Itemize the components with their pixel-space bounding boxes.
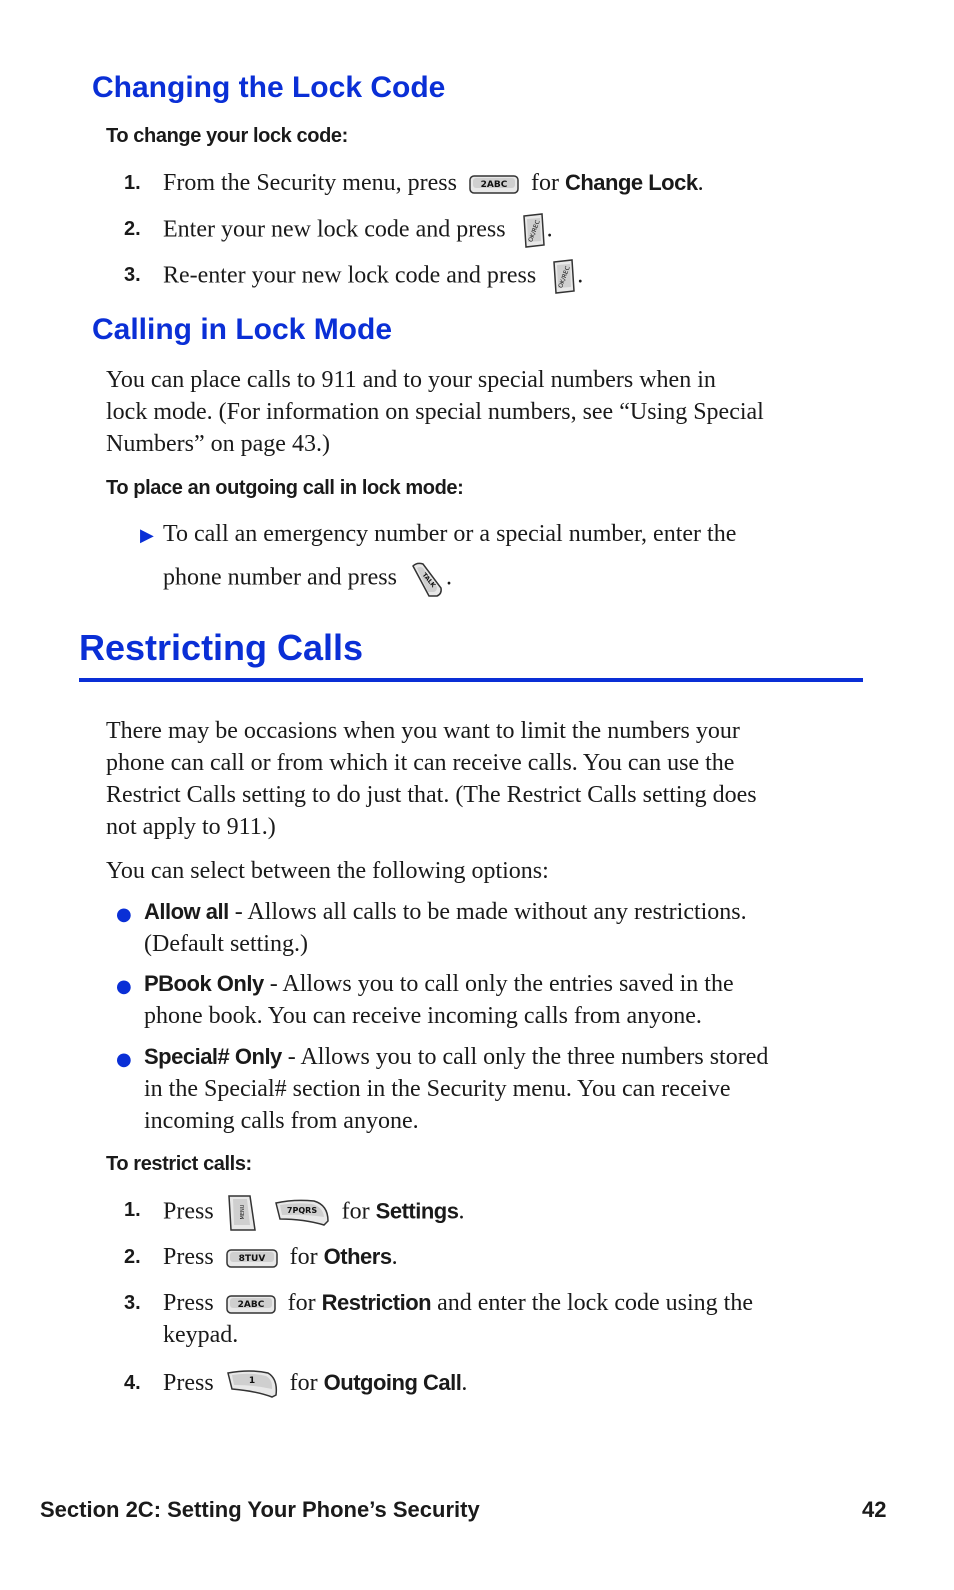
key-1-icon (226, 1369, 278, 1399)
step-restriction (163, 1287, 863, 1351)
option-pbook-only (144, 968, 864, 1032)
step-text: for (341, 1198, 370, 1225)
subheading-outgoing-lock-mode: To place an outgoing call in lock mode: (106, 477, 464, 499)
footer-page-number: 42 (862, 1497, 887, 1522)
step-text: for (530, 170, 559, 196)
keyword-pbook-only: PBook Only (144, 971, 264, 996)
option-allow-all (144, 896, 864, 960)
key-label: 7PQRS (286, 1206, 317, 1215)
step-text: . (697, 170, 704, 196)
option-line: incoming calls from anyone. (144, 1108, 419, 1134)
keyword-settings: Settings (375, 1198, 459, 1224)
step-outgoing-call (163, 1367, 863, 1399)
key-2abc-icon (469, 173, 519, 195)
paragraph-line: phone can call or from which it can receive calls. You can use the (106, 750, 735, 776)
heading-changing-lock-code: Changing the Lock Code (92, 71, 446, 104)
key-label: MENU (239, 1204, 246, 1220)
option-special-only (144, 1041, 864, 1137)
key-ok-icon (520, 213, 546, 249)
footer-section-title: Section 2C: Setting Your Phone’s Security (40, 1497, 480, 1522)
step-change-lock (163, 167, 863, 199)
bullet-emergency-call (163, 518, 863, 598)
key-label: 1 (248, 1376, 255, 1387)
paragraph-line: Restrict Calls setting to do just that. (The Restrict Calls setting does (106, 782, 757, 808)
key-talk-icon (409, 560, 445, 598)
key-2abc-icon (226, 1293, 276, 1315)
key-label: OK/REC (557, 265, 572, 290)
step-text: Press (163, 1244, 214, 1270)
step-text: for (289, 1244, 318, 1270)
key-label: TALK (420, 571, 437, 589)
step-text: for (287, 1290, 316, 1316)
step-text: Re-enter your new lock code and press (163, 262, 537, 289)
subheading-restrict-calls: To restrict calls: (106, 1153, 252, 1175)
key-label: 2ABC (237, 1300, 265, 1311)
option-text: - Allows you to call only the entries saved in the (263, 971, 734, 997)
step-text: and enter the lock code using the (431, 1290, 753, 1316)
step-text: Press (163, 1198, 214, 1225)
keyword-special-only: Special# Only (144, 1044, 282, 1069)
paragraph-line: There may be occasions when you want to limit the numbers your (106, 718, 740, 744)
step-number: 3. (124, 264, 141, 286)
heading-rule (79, 678, 863, 682)
key-menu-icon (226, 1194, 258, 1232)
paragraph-line: Numbers” on page 43.) (106, 431, 330, 457)
step-text: for (289, 1370, 318, 1396)
options-intro: You can select between the following options: (106, 858, 549, 884)
step-text: Enter your new lock code and press (163, 216, 506, 243)
subheading-change-lock-code: To change your lock code: (106, 125, 348, 147)
paragraph-line: lock mode. (For information on special numbers, see “Using Special (106, 399, 764, 425)
step-text: . (458, 1198, 465, 1225)
step-number: 4. (124, 1372, 141, 1394)
step-text: From the Security menu, press (163, 170, 457, 196)
option-line: phone book. You can receive incoming calls from anyone. (144, 1003, 702, 1029)
bullet-dot-icon: ● (116, 976, 132, 997)
option-line: in the Special# section in the Security menu. You can receive (144, 1076, 731, 1102)
step-number: 1. (124, 172, 141, 194)
paragraph-lock-mode (106, 364, 866, 460)
step-text: . (461, 1370, 468, 1396)
key-7pqrs-icon (274, 1199, 330, 1227)
step-number: 2. (124, 218, 141, 240)
arrow-bullet-icon: ▶ (140, 525, 154, 546)
step-settings (163, 1194, 863, 1232)
step-text: . (577, 262, 584, 289)
step-line: keypad. (163, 1322, 239, 1348)
option-line (144, 896, 864, 928)
step-number: 3. (124, 1292, 141, 1314)
option-line (144, 1041, 864, 1073)
paragraph-restricting (106, 715, 866, 843)
step-enter-new-code (163, 213, 863, 249)
step-number: 1. (124, 1199, 141, 1221)
key-label: OK/REC (526, 219, 542, 244)
bullet-dot-icon: ● (116, 1049, 132, 1070)
keyword-allow-all: Allow all (144, 899, 229, 924)
step-line (163, 1287, 863, 1319)
option-line: (Default setting.) (144, 931, 308, 957)
keyword-outgoing-call: Outgoing Call (323, 1370, 462, 1395)
step-others (163, 1241, 863, 1273)
bullet-dot-icon: ● (116, 904, 132, 925)
bullet-line (163, 560, 863, 598)
step-text: . (391, 1244, 398, 1270)
option-text: - Allows you to call only the three numbers stored (281, 1044, 769, 1070)
option-line (144, 968, 864, 1000)
step-reenter-code (163, 259, 863, 295)
paragraph-line: not apply to 911.) (106, 814, 276, 840)
key-label: 8TUV (238, 1254, 266, 1265)
step-number: 2. (124, 1246, 141, 1268)
step-text: Press (163, 1370, 214, 1396)
key-label: 2ABC (480, 180, 508, 191)
option-text: - Allows all calls to be made without any restrictions. (228, 899, 747, 925)
keyword-others: Others (323, 1244, 392, 1269)
keyword-restriction: Restriction (321, 1290, 432, 1315)
bullet-line: To call an emergency number or a special number, enter the (163, 521, 737, 547)
bullet-text: phone number and press (163, 564, 397, 591)
heading-restricting-calls: Restricting Calls (79, 627, 364, 668)
key-8tuv-icon (226, 1247, 278, 1269)
paragraph-line: You can place calls to 911 and to your special numbers when in (106, 367, 716, 393)
keyword-change-lock: Change Lock (564, 170, 698, 195)
step-text: . (546, 216, 553, 243)
step-text: Press (163, 1290, 214, 1316)
bullet-text: . (445, 564, 452, 591)
key-ok-icon (550, 259, 576, 295)
heading-calling-lock-mode: Calling in Lock Mode (92, 313, 393, 346)
